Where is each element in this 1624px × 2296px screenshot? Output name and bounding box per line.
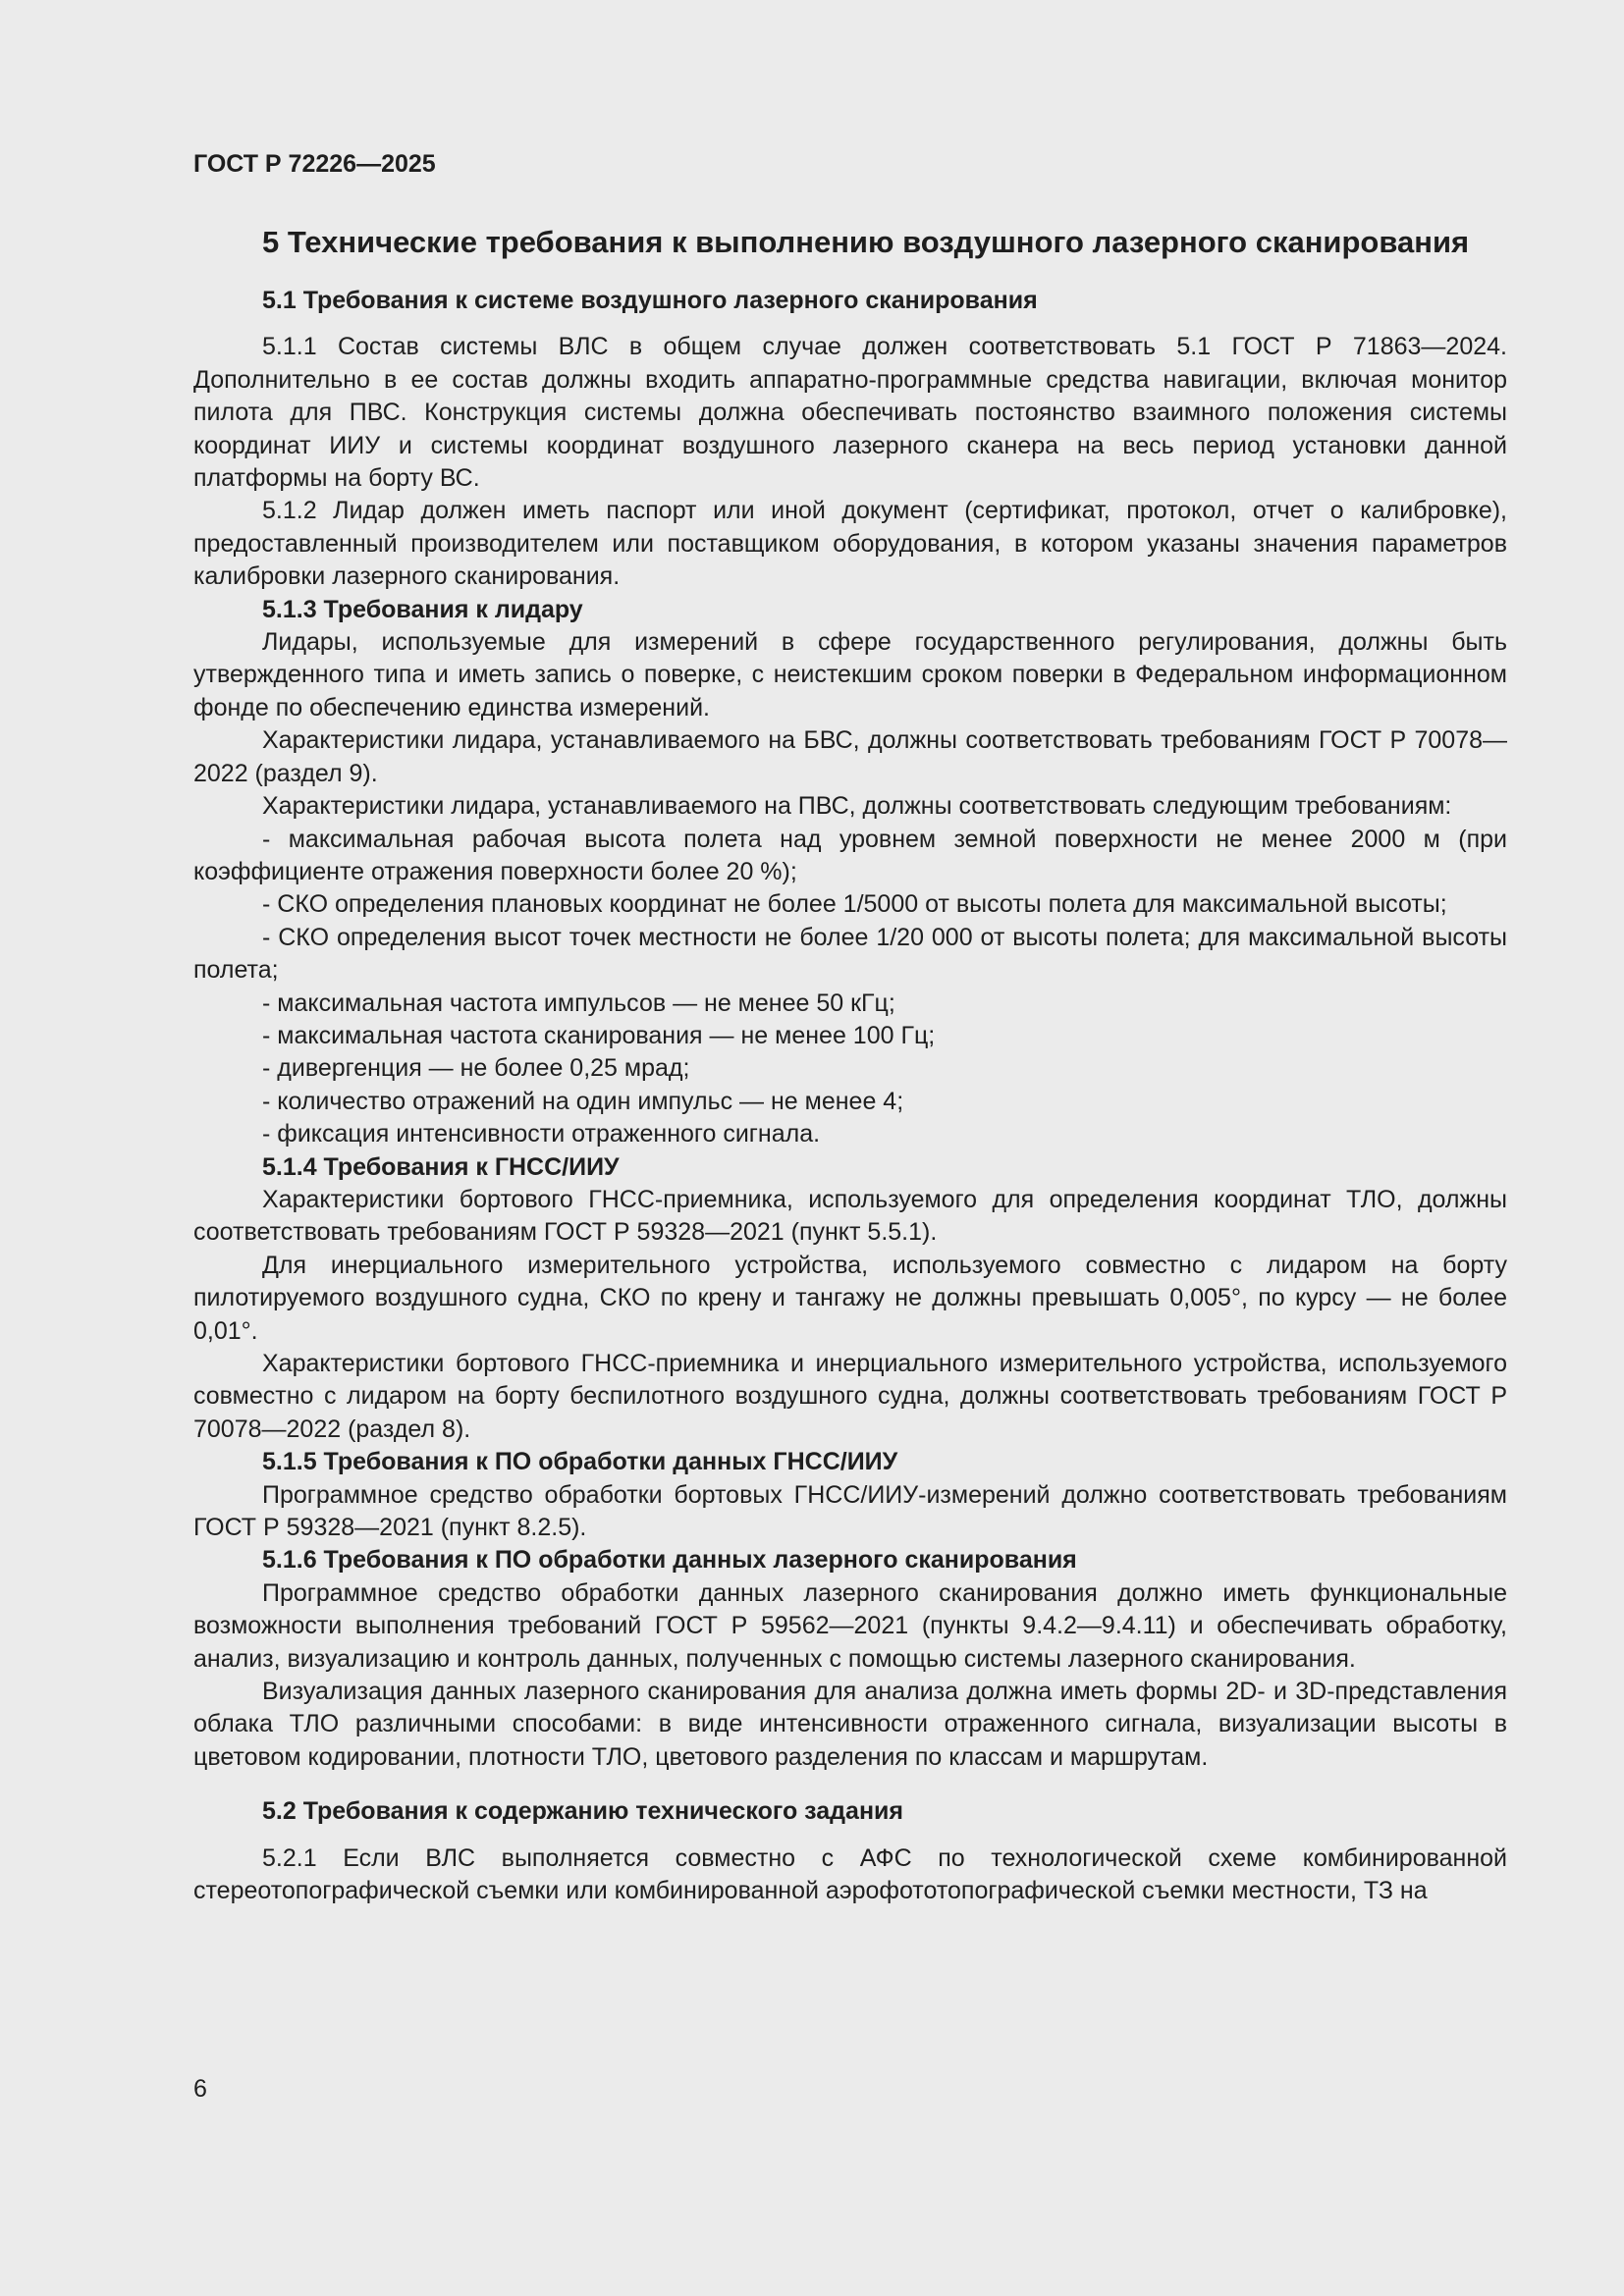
paragraph-5-1-3-b: Характеристики лидара, устанавливаемого на БВС, должны соответствовать требованиям ГОСТ Р 70078—2022 (раздел 9). — [193, 726, 1507, 787]
list-item: - количество отражений на один импульс — не менее 4; — [262, 1087, 904, 1115]
paragraph-5-1-4-b: Для инерциального измерительного устройства, используемого совместно с лидаром на борту пилотируемого воздушного судна, СКО по крену и тангажу не должны превышать 0,005°, по курсу — не более 0,01°. — [193, 1251, 1507, 1345]
paragraph-5-1-4-a: Характеристики бортового ГНСС-приемника, используемого для определения координат ТЛО, должны соответствовать требованиям ГОСТ Р 59328—2021 (пункт 5.5.1). — [193, 1185, 1507, 1247]
paragraph-5-1-4-c: Характеристики бортового ГНСС-приемника и инерциального измерительного устройства, используемого совместно с лидаром на борту беспилотного воздушного судна, должны соответствовать требованиям ГОСТ Р 70078—2022 (раздел 8). — [193, 1350, 1507, 1443]
section-title: 5 Технические требования к выполнению воздушного лазерного сканирования — [262, 225, 1470, 259]
heading-5-1-6: 5.1.6 Требования к ПО обработки данных лазерного сканирования — [262, 1546, 1077, 1575]
subsection-title-5-2: 5.2 Требования к содержанию технического задания — [262, 1797, 904, 1826]
heading-5-1-5: 5.1.5 Требования к ПО обработки данных ГНСС/ИИУ — [262, 1448, 898, 1476]
list-item: - максимальная частота сканирования — не менее 100 Гц; — [262, 1021, 936, 1049]
paragraph-5-1-1: 5.1.1 Состав системы ВЛС в общем случае должен соответствовать 5.1 ГОСТ Р 71863—2024. Дополнительно в ее состав должны входить аппаратно-программные средства навигации, включая монитор пилота для ПВС. Конструкция системы должна обеспечивать постоянство взаимного положения системы координат ИИУ и системы координат воздушного лазерного сканера на весь период установки данной платформы на борту ВС. — [193, 333, 1507, 493]
document-header: ГОСТ Р 72226—2025 — [193, 150, 436, 178]
list-item: - максимальная частота импульсов — не менее 50 кГц; — [262, 988, 895, 1017]
heading-5-1-4: 5.1.4 Требования к ГНСС/ИИУ — [262, 1152, 620, 1181]
list-item: - фиксация интенсивности отраженного сигнала. — [262, 1120, 821, 1148]
paragraph-5-1-3-a: Лидары, используемые для измерений в сфере государственного регулирования, должны быть утвержденного типа и иметь запись о поверке, с неистекшим сроком поверки в Федеральном информационном фонде по обеспечению единства измерений. — [193, 628, 1507, 721]
page-content — [193, 224, 1507, 1908]
page-number: 6 — [193, 2075, 207, 2103]
paragraph-5-2-1: 5.2.1 Если ВЛС выполняется совместно с АФС по технологической схеме комбинированной стереотопографической съемки или комбинированной аэрофототопографической съемки местности, ТЗ на — [193, 1843, 1507, 1905]
list-item: - дивергенция — не более 0,25 мрад; — [262, 1054, 690, 1083]
paragraph-5-1-5: Программное средство обработки бортовых ГНСС/ИИУ-измерений должно соответствовать требованиям ГОСТ Р 59328—2021 (пункт 8.2.5). — [193, 1480, 1507, 1542]
paragraph-5-1-2: 5.1.2 Лидар должен иметь паспорт или иной документ (сертификат, протокол, отчет о калибровке), предоставленный производителем или поставщиком оборудования, в котором указаны значения параметров калибровки лазерного сканирования. — [193, 497, 1507, 591]
paragraph-5-1-3-c: Характеристики лидара, устанавливаемого на ПВС, должны соответствовать следующим требованиям: — [262, 792, 1452, 821]
paragraph-5-1-6-a: Программное средство обработки данных лазерного сканирования должно иметь функциональные возможности выполнения требований ГОСТ Р 59562—2021 (пункты 9.4.2—9.4.11) и обеспечивать обработку, анализ, визуализацию и контроль данных, полученных с помощью системы лазерного сканирования. — [193, 1578, 1507, 1673]
paragraph-5-1-6-b: Визуализация данных лазерного сканирования для анализа должна иметь формы 2D- и 3D-представления облака ТЛО различными способами: в виде интенсивности отраженного сигнала, визуализации высоты в цветовом кодировании, плотности ТЛО, цветового разделения по классам и маршрутам. — [193, 1678, 1507, 1771]
list-item: - СКО определения плановых координат не более 1/5000 от высоты полета для максимальной высоты; — [262, 890, 1447, 919]
list-item: - СКО определения высот точек местности не более 1/20 000 от высоты полета; для максимальной высоты полета; — [193, 923, 1507, 985]
list-item: - максимальная рабочая высота полета над уровнем земной поверхности не менее 2000 м (при коэффициенте отражения поверхности более 20 %); — [193, 825, 1507, 885]
heading-5-1-3: 5.1.3 Требования к лидару — [262, 595, 583, 623]
subsection-title-5-1: 5.1 Требования к системе воздушного лазерного сканирования — [262, 287, 1038, 314]
